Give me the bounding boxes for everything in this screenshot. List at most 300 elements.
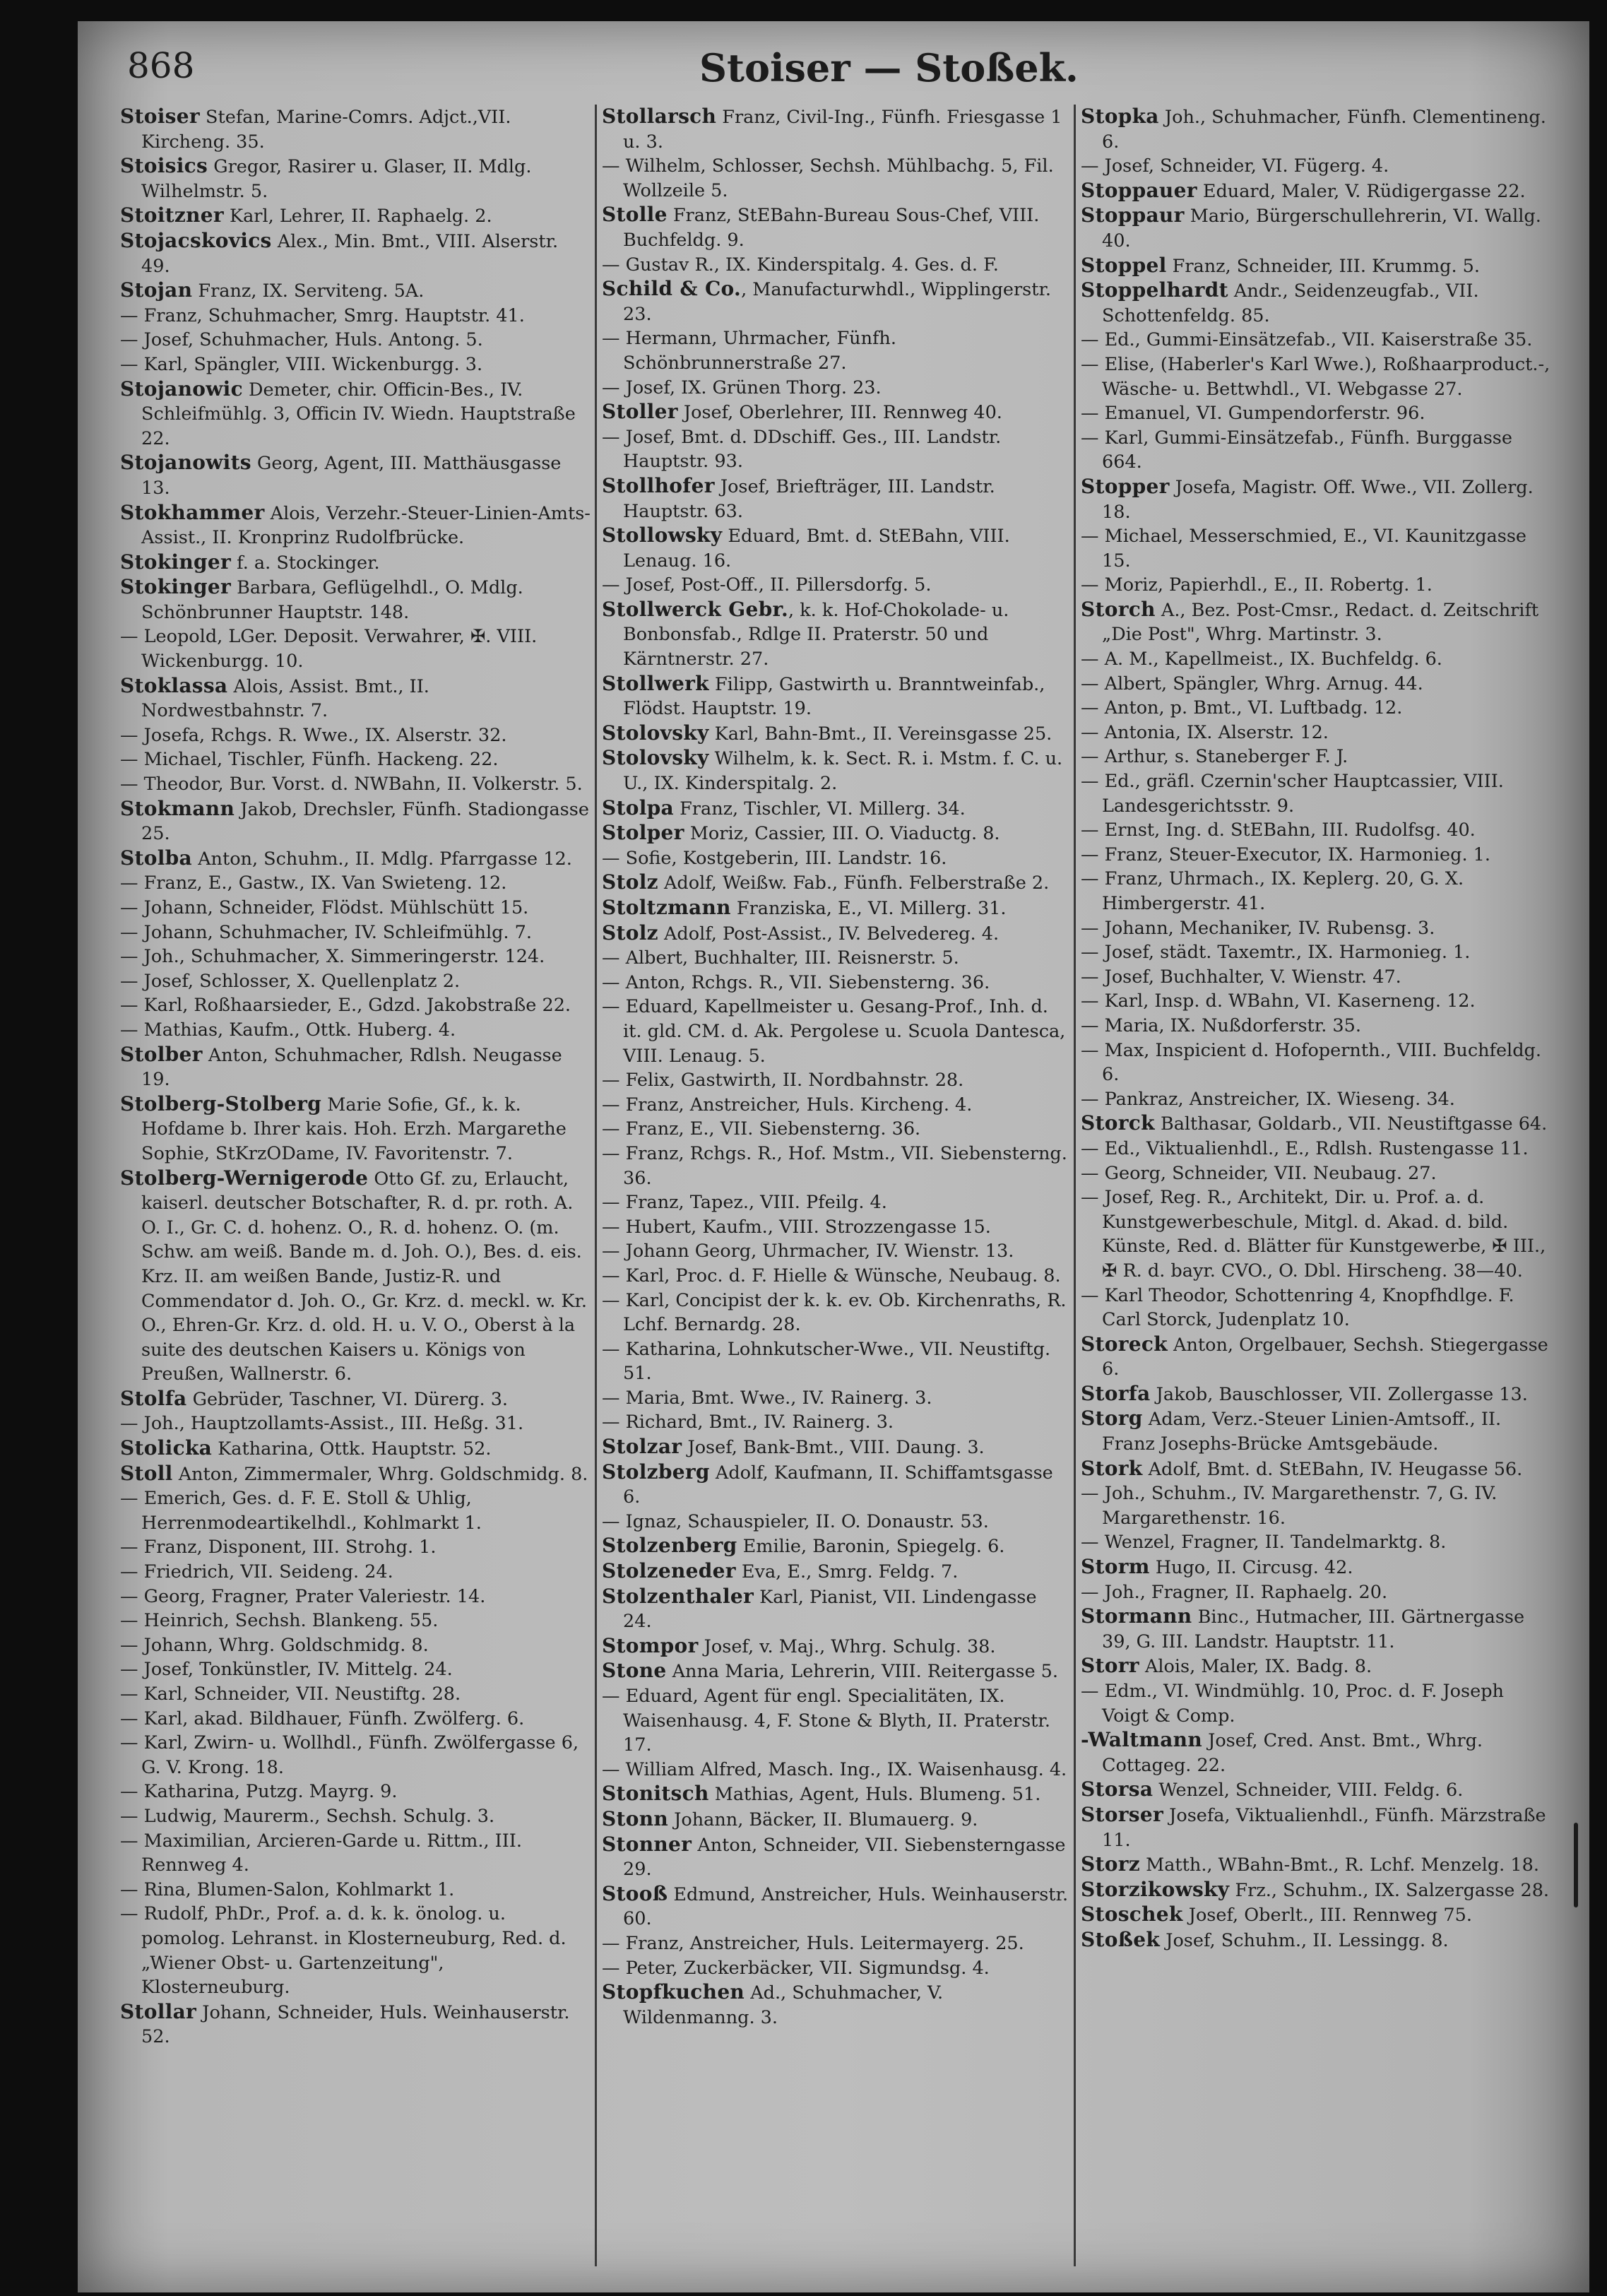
directory-entry bbox=[120, 1092, 592, 1166]
entry-details: Emilie, Baronin, Spiegelg. 6. bbox=[737, 1536, 1005, 1558]
entry-surname: Stolba bbox=[120, 846, 192, 870]
entry-details: Ad., Schuhmacher, V. Wildenmanng. 3. bbox=[623, 1982, 944, 2028]
entry-details: Anton, Schneider, VII. Siebensterngasse 29. bbox=[623, 1834, 1066, 1881]
entry-surname: Storzikowsky bbox=[1081, 1877, 1230, 1901]
entry-surname: Stolzeneder bbox=[602, 1559, 736, 1583]
entry-details: Josef, Schuhm., II. Lessingg. 8. bbox=[1160, 1929, 1449, 1951]
entry-surname: Stolle bbox=[602, 203, 668, 227]
entry-surname: Stoltzmann bbox=[602, 896, 731, 919]
entry-details: Alois, Maler, IX. Badg. 8. bbox=[1139, 1656, 1372, 1678]
entry-details: — Franz, Rchgs. R., Hof. Mstm., VII. Siebensterng. 36. bbox=[602, 1142, 1067, 1189]
entry-details: — Felix, Gastwirth, II. Nordbahnstr. 28. bbox=[602, 1070, 964, 1091]
entry-details: — Wenzel, Fragner, II. Tandelmarktg. 8. bbox=[1081, 1532, 1447, 1554]
entry-details: — Joh., Schuhm., IV. Margarethenstr. 7, G. IV. Margarethenstr. 16. bbox=[1081, 1483, 1498, 1529]
directory-entry bbox=[120, 1560, 592, 1585]
entry-surname: Stompor bbox=[602, 1633, 699, 1657]
entry-details: — Josef, Schneider, VI. Fügerg. 4. bbox=[1081, 155, 1389, 177]
column-divider bbox=[595, 105, 597, 2266]
entry-details: — Pankraz, Anstreicher, IX. Wieseng. 34. bbox=[1081, 1088, 1455, 1110]
directory-entry bbox=[602, 1782, 1071, 1807]
directory-entry bbox=[120, 1387, 592, 1412]
directory-entry bbox=[120, 203, 592, 229]
directory-entry bbox=[120, 1829, 592, 1878]
directory-entry bbox=[602, 474, 1071, 523]
entry-details: Adolf, Bmt. d. StEBahn, IV. Heugasse 56. bbox=[1142, 1458, 1523, 1480]
directory-entry bbox=[1081, 1728, 1554, 1777]
entry-surname: Stollowsky bbox=[602, 523, 723, 548]
entry-surname: Stoppelhardt bbox=[1081, 278, 1228, 302]
entry-details: Franz, StEBahn-Bureau Sous-Chef, VIII. Buchfeldg. 9. bbox=[623, 205, 1040, 251]
entry-surname: Storck bbox=[1081, 1111, 1155, 1135]
directory-entry bbox=[120, 328, 592, 353]
entry-surname: Stollwerck Gebr. bbox=[602, 597, 789, 621]
directory-entry bbox=[1081, 721, 1554, 745]
entry-details: — Maximilian, Arcieren-Garde u. Rittm., III. Rennweg 4. bbox=[120, 1830, 522, 1876]
entry-details: Gebrüder, Taschner, VI. Dürerg. 3. bbox=[186, 1388, 509, 1410]
entry-details: Demeter, chir. Officin-Bes., IV. Schleifmühlg. 3, Officin IV. Wiedn. Hauptstraße 22. bbox=[141, 379, 576, 449]
directory-entry bbox=[120, 154, 592, 203]
entry-surname: Stollar bbox=[120, 1999, 197, 2023]
entry-details: Katharina, Ottk. Hauptstr. 52. bbox=[212, 1438, 492, 1460]
directory-entry bbox=[602, 1833, 1071, 1882]
directory-entry bbox=[120, 1166, 592, 1387]
entry-details: — Ignaz, Schauspieler, II. O. Donaustr. 53. bbox=[602, 1510, 989, 1532]
entry-surname: Stonner bbox=[602, 1832, 692, 1856]
directory-entry bbox=[1081, 1137, 1554, 1161]
entry-surname: Stork bbox=[1081, 1456, 1143, 1480]
directory-entry bbox=[602, 1337, 1071, 1386]
entry-details: Mathias, Agent, Huls. Blumeng. 51. bbox=[708, 1784, 1041, 1806]
entry-details: — Elise, (Haberler's Karl Wwe.), Roßhaarproduct.-, Wäsche- u. Bettwhdl., VI. Webgasse 27. bbox=[1081, 353, 1550, 400]
directory-entry bbox=[120, 674, 592, 723]
entry-details: — A. M., Kapellmeist., IX. Buchfeldg. 6. bbox=[1081, 649, 1442, 670]
entry-surname: Stoppaur bbox=[1081, 203, 1185, 227]
entry-details: Joh., Schuhmacher, Fünfh. Clementineng. 6. bbox=[1102, 107, 1546, 153]
entry-surname: Stokinger bbox=[120, 550, 232, 574]
entry-details: Jakob, Drechsler, Fünfh. Stadiongasse 25. bbox=[141, 798, 589, 845]
entry-details: Franz, Civil-Ing., Fünfh. Friesgasse 1 u. 3. bbox=[623, 107, 1062, 153]
directory-entry bbox=[120, 1609, 592, 1633]
entry-details: — Wilhelm, Schlosser, Sechsh. Mühlbachg. 5, Fil. Wollzeile 5. bbox=[602, 155, 1054, 201]
directory-entry bbox=[1081, 105, 1554, 154]
directory-entry bbox=[120, 772, 592, 797]
entry-details: — Ed., Viktualienhdl., E., Rdlsh. Rustengasse 11. bbox=[1081, 1137, 1529, 1159]
entry-details: — Josef, Bmt. d. DDschiff. Ges., III. Landstr. Hauptstr. 93. bbox=[602, 426, 1002, 473]
directory-entry bbox=[602, 846, 1071, 871]
entry-details: , k. k. Hof-Chokolade- u. Bonbonsfab., Rdlge II. Praterstr. 50 und Kärntnerstr. 27. bbox=[623, 599, 1009, 670]
directory-entry bbox=[602, 1215, 1071, 1240]
directory-entry bbox=[120, 1780, 592, 1804]
entry-details: Anna Maria, Lehrerin, VIII. Reitergasse 5. bbox=[666, 1661, 1059, 1683]
directory-entry bbox=[602, 1534, 1071, 1559]
entry-details: — Franz, Anstreicher, Huls. Leitermayerg. 25. bbox=[602, 1932, 1024, 1954]
directory-entry bbox=[1081, 1382, 1554, 1407]
entry-surname: Stoller bbox=[602, 400, 678, 424]
entry-surname: Stoll bbox=[120, 1461, 173, 1485]
directory-entry bbox=[602, 946, 1071, 971]
entry-details: Johann, Schneider, Huls. Weinhauserstr. 52. bbox=[141, 2001, 570, 2048]
entry-details: — Franz, Schuhmacher, Smrg. Hauptstr. 41. bbox=[120, 304, 525, 326]
entry-details: — Anton, p. Bmt., VI. Luftbadg. 12. bbox=[1081, 697, 1403, 719]
directory-entry bbox=[1081, 1111, 1554, 1137]
directory-entry bbox=[120, 1462, 592, 1487]
directory-entry bbox=[602, 896, 1071, 921]
directory-entry bbox=[120, 1878, 592, 1903]
entry-details: — Karl, Proc. d. F. Hielle & Wünsche, Neubaug. 8. bbox=[602, 1265, 1061, 1286]
entry-details: — Georg, Fragner, Prater Valeriestr. 14. bbox=[120, 1585, 486, 1607]
directory-entry bbox=[1081, 1530, 1554, 1555]
directory-entry bbox=[120, 1682, 592, 1707]
entry-surname: Stolz bbox=[602, 921, 658, 945]
entry-details: — Albert, Buchhalter, III. Reisnerstr. 5. bbox=[602, 947, 959, 969]
entry-details: Josef, Oberlehrer, III. Rennweg 40. bbox=[677, 402, 1002, 424]
entry-details: — Rudolf, PhDr., Prof. a. d. k. k. önolog. u. pomolog. Lehranst. in Klosterneuburg, Red. d. „Wiener Obst- u. Gartenzeitung", Klosterneuburg. bbox=[120, 1903, 567, 1999]
entry-details: — Maria, Bmt. Wwe., IV. Rainerg. 3. bbox=[602, 1387, 932, 1409]
entry-details: Georg, Agent, III. Matthäusgasse 13. bbox=[141, 453, 562, 499]
entry-surname: Stolzberg bbox=[602, 1460, 710, 1484]
entry-details: — Franz, Tapez., VIII. Pfeilg. 4. bbox=[602, 1192, 887, 1214]
entry-surname: Storz bbox=[1081, 1852, 1140, 1876]
entry-details: — Karl, Zwirn- u. Wollhdl., Fünfh. Zwölfergasse 6, G. V. Krong. 18. bbox=[120, 1732, 579, 1778]
entry-details: — William Alfred, Masch. Ing., IX. Waisenhausg. 4. bbox=[602, 1758, 1067, 1780]
entry-details: Alois, Verzehr.-Steuer-Linien-Amts-Assist., II. Kronprinz Rudolfbrücke. bbox=[141, 502, 591, 549]
directory-entry bbox=[602, 1264, 1071, 1289]
entry-surname: Stolpa bbox=[602, 795, 674, 819]
entry-surname: Stonitsch bbox=[602, 1782, 709, 1806]
directory-entry bbox=[602, 1435, 1071, 1460]
entry-details: — Josef, Schuhmacher, Huls. Antong. 5. bbox=[120, 329, 483, 351]
entry-surname: Stoppauer bbox=[1081, 178, 1197, 202]
directory-entry bbox=[1081, 328, 1554, 353]
entry-details: — Emanuel, VI. Gumpendorferstr. 96. bbox=[1081, 403, 1425, 425]
entry-details: — Rina, Blumen-Salon, Kohlmarkt 1. bbox=[120, 1878, 455, 1900]
directory-entry bbox=[602, 1585, 1071, 1634]
page-edge-mark bbox=[1574, 1823, 1578, 1907]
directory-entry bbox=[120, 945, 592, 969]
directory-entry bbox=[120, 871, 592, 896]
directory-entry bbox=[1081, 989, 1554, 1014]
entry-details: Eduard, Maler, V. Rüdigergasse 22. bbox=[1197, 180, 1526, 202]
directory-entry bbox=[120, 1804, 592, 1829]
entry-details: Josefa, Magistr. Off. Wwe., VII. Zollerg. 18. bbox=[1102, 476, 1534, 523]
entry-details: — Josef, Tonkünstler, IV. Mittelg. 24. bbox=[120, 1659, 453, 1681]
entry-details: — Heinrich, Sechsh. Blankeng. 55. bbox=[120, 1610, 439, 1632]
column-divider bbox=[1074, 105, 1076, 2266]
entry-details: Filipp, Gastwirth u. Branntweinfab., Flödst. Hauptstr. 19. bbox=[623, 673, 1045, 720]
entry-surname: Stollarsch bbox=[602, 105, 717, 128]
entry-details: — Richard, Bmt., IV. Rainerg. 3. bbox=[602, 1412, 894, 1433]
directory-entry bbox=[602, 995, 1071, 1068]
directory-entry bbox=[602, 921, 1071, 947]
entry-details: — Franz, Uhrmach., IX. Keplerg. 20, G. X. Himbergerstr. 41. bbox=[1081, 868, 1464, 914]
entry-surname: Stolberg-Wernigerode bbox=[120, 1166, 369, 1190]
directory-entry bbox=[602, 277, 1071, 326]
entry-surname: Stojanowits bbox=[120, 451, 251, 475]
entry-details: Balthasar, Goldarb., VII. Neustiftgasse 64. bbox=[1154, 1113, 1548, 1135]
directory-entry bbox=[602, 598, 1071, 672]
directory-entry bbox=[120, 304, 592, 329]
entry-details: — Johann, Schneider, Flödst. Mühlschütt 15. bbox=[120, 897, 529, 918]
entry-details: — Theodor, Bur. Vorst. d. NWBahn, II. Volkerstr. 5. bbox=[120, 774, 583, 795]
entry-details: — Eduard, Kapellmeister u. Gesang-Prof., Inh. d. it. gld. CM. d. Ak. Pergolese u. Scuola Dantesca, VIII. Lenaug. 5. bbox=[602, 996, 1066, 1067]
entry-surname: Stolberg-Stolberg bbox=[120, 1091, 322, 1116]
directory-entry bbox=[1081, 401, 1554, 426]
directory-entry bbox=[120, 550, 592, 576]
directory-entry bbox=[120, 278, 592, 304]
directory-entry bbox=[1081, 179, 1554, 204]
directory-entry bbox=[120, 969, 592, 994]
entry-details: Stefan, Marine-Comrs. Adjct.,VII. Kircheng. 35. bbox=[141, 107, 511, 153]
entry-surname: Storg bbox=[1081, 1407, 1143, 1431]
entry-details: — Katharina, Putzg. Mayrg. 9. bbox=[120, 1781, 398, 1803]
directory-entry bbox=[120, 353, 592, 377]
directory-entry bbox=[1081, 254, 1554, 279]
entry-details: Josef, Briefträger, III. Landstr. Hauptstr. 63. bbox=[623, 475, 995, 522]
directory-entry bbox=[602, 821, 1071, 846]
entry-details: Johann, Bäcker, II. Blumauerg. 9. bbox=[668, 1809, 978, 1830]
entry-details: — Karl, Gummi-Einsätzefab., Fünfh. Burggasse 664. bbox=[1081, 427, 1512, 473]
directory-entry bbox=[120, 797, 592, 846]
directory-entry bbox=[1081, 1654, 1554, 1679]
entry-surname: Stoppel bbox=[1081, 253, 1167, 277]
entry-surname: Stolzenthaler bbox=[602, 1584, 754, 1608]
directory-entry bbox=[1081, 672, 1554, 697]
directory-entry bbox=[602, 1634, 1071, 1659]
entry-details: Frz., Schuhm., IX. Salzergasse 28. bbox=[1229, 1879, 1550, 1901]
entry-details: — Joh., Hauptzollamts-Assist., III. Heßg. 31. bbox=[120, 1413, 524, 1435]
directory-entry bbox=[1081, 696, 1554, 721]
entry-details: Edmund, Anstreicher, Huls. Weinhauserstr. 60. bbox=[623, 1883, 1069, 1930]
directory-entry bbox=[602, 971, 1071, 995]
entry-details: Adolf, Weißw. Fab., Fünfh. Felberstraße 2. bbox=[658, 872, 1050, 894]
directory-entry bbox=[602, 672, 1071, 721]
entry-surname: Stolovsky bbox=[602, 746, 709, 770]
entry-details: f. a. Stockinger. bbox=[231, 552, 380, 574]
entry-details: — Johann, Schuhmacher, IV. Schleifmühlg. 7. bbox=[120, 921, 532, 943]
entry-details: Anton, Zimmermaler, Whrg. Goldschmidg. 8. bbox=[172, 1463, 588, 1485]
directory-entry bbox=[1081, 1014, 1554, 1038]
directory-entry bbox=[602, 1684, 1071, 1758]
directory-entry bbox=[120, 1436, 592, 1462]
entry-surname: Stone bbox=[602, 1659, 667, 1683]
directory-entry bbox=[1081, 1555, 1554, 1580]
directory-entry bbox=[1081, 154, 1554, 179]
directory-entry bbox=[1081, 1087, 1554, 1112]
entry-details: Marie Sofie, Gf., k. k. Hofdame b. Ihrer kais. Hoh. Erzh. Margarethe Sophie, StKrzODame, IV. Favoritenstr. 7. bbox=[141, 1094, 567, 1164]
entry-surname: Schild & Co. bbox=[602, 277, 742, 301]
directory-entry bbox=[1081, 426, 1554, 475]
entry-surname: Stoisics bbox=[120, 154, 208, 178]
directory-entry bbox=[1081, 940, 1554, 965]
entry-details: — Georg, Schneider, VII. Neubaug. 27. bbox=[1081, 1162, 1437, 1184]
directory-entry bbox=[602, 105, 1071, 154]
directory-entry bbox=[1081, 647, 1554, 672]
directory-entry bbox=[120, 1731, 592, 1780]
entry-surname: Stolber bbox=[120, 1042, 203, 1066]
entry-surname: Stojan bbox=[120, 278, 193, 302]
directory-entry bbox=[120, 451, 592, 500]
entry-surname: Storfa bbox=[1081, 1381, 1151, 1405]
entry-surname: Storr bbox=[1081, 1654, 1139, 1678]
directory-entry bbox=[602, 203, 1071, 252]
entry-details: Moriz, Cassier, III. O. Viaductg. 8. bbox=[684, 823, 1000, 845]
directory-entry bbox=[602, 326, 1071, 375]
entry-details: Franz, Schneider, III. Krummg. 5. bbox=[1166, 255, 1480, 277]
entry-details: Binc., Hutmacher, III. Gärtnergasse 39, G. III. Landstr. Hauptstr. 11. bbox=[1102, 1606, 1525, 1652]
entry-details: Adolf, Kaufmann, II. Schiffamtsgasse 6. bbox=[623, 1462, 1053, 1508]
entry-surname: Stopfkuchen bbox=[602, 1980, 745, 2004]
entry-details: — Edm., VI. Windmühlg. 10, Proc. d. F. Joseph Voigt & Comp. bbox=[1081, 1681, 1504, 1727]
entry-details: — Eduard, Agent für engl. Specialitäten, IX. Waisenhausg. 4, F. Stone & Blyth, II. Praterstr. 17. bbox=[602, 1686, 1050, 1756]
entry-surname: Stoßek bbox=[1081, 1927, 1161, 1951]
directory-entry bbox=[1081, 1185, 1554, 1283]
directory-entry bbox=[602, 1142, 1071, 1190]
entry-details: — Friedrich, VII. Seideng. 24. bbox=[120, 1561, 393, 1583]
entry-details: Hugo, II. Circusg. 42. bbox=[1149, 1557, 1353, 1579]
directory-entry bbox=[1081, 573, 1554, 598]
entry-details: Gregor, Rasirer u. Glaser, II. Mdlg. Wilhelmstr. 5. bbox=[141, 156, 532, 202]
entry-details: Josef, Bank-Bmt., VIII. Daung. 3. bbox=[682, 1437, 985, 1459]
entry-surname: Stonn bbox=[602, 1806, 669, 1830]
entry-details: — Johann, Mechaniker, IV. Rubensg. 3. bbox=[1081, 917, 1435, 939]
entry-details: Josefa, Viktualienhdl., Fünfh. Märzstraße 11. bbox=[1102, 1804, 1546, 1851]
directory-entry bbox=[120, 1486, 592, 1535]
entry-details: Eduard, Bmt. d. StEBahn, VIII. Lenaug. 16. bbox=[623, 526, 1010, 572]
directory-page bbox=[78, 21, 1589, 2292]
entry-details: Franz, Tischler, VI. Millerg. 34. bbox=[674, 798, 966, 819]
entry-details: — Peter, Zuckerbäcker, VII. Sigmundsg. 4. bbox=[602, 1957, 990, 1979]
entry-details: — Michael, Tischler, Fünfh. Hackeng. 22. bbox=[120, 749, 499, 771]
directory-entry bbox=[1081, 1457, 1554, 1482]
entry-surname: Storser bbox=[1081, 1802, 1164, 1826]
entry-surname: Stojacskovics bbox=[120, 228, 272, 252]
directory-entry bbox=[120, 921, 592, 945]
entry-surname: Stoiser bbox=[120, 105, 200, 128]
entry-details: — Johann, Whrg. Goldschmidg. 8. bbox=[120, 1634, 429, 1656]
entry-details: — Josef, Schlosser, X. Quellenplatz 2. bbox=[120, 970, 461, 992]
directory-entry bbox=[1081, 1903, 1554, 1928]
directory-entry bbox=[1081, 598, 1554, 647]
directory-entry bbox=[1081, 916, 1554, 941]
directory-entry bbox=[1081, 1580, 1554, 1605]
entry-surname: Storm bbox=[1081, 1555, 1150, 1579]
entry-surname: Storch bbox=[1081, 597, 1156, 621]
directory-entry bbox=[120, 993, 592, 1018]
directory-entry bbox=[120, 1585, 592, 1609]
page-number: 868 bbox=[127, 45, 195, 86]
entry-surname: Storsa bbox=[1081, 1777, 1154, 1801]
entry-surname: Stopper bbox=[1081, 474, 1170, 498]
entry-details: — Joh., Schuhmacher, X. Simmeringerstr. 124. bbox=[120, 946, 545, 968]
entry-details: Jakob, Bauschlosser, VII. Zollergasse 13. bbox=[1150, 1383, 1528, 1405]
directory-entry bbox=[1081, 1777, 1554, 1803]
directory-entry bbox=[1081, 1878, 1554, 1903]
entry-details: — Karl, Spängler, VIII. Wickenburgg. 3. bbox=[120, 353, 483, 375]
directory-entry bbox=[602, 1190, 1071, 1215]
entry-details: — Maria, IX. Nußdorferstr. 35. bbox=[1081, 1014, 1361, 1036]
entry-details: — Franz, Anstreicher, Huls. Kircheng. 4. bbox=[602, 1094, 973, 1116]
entry-surname: Stopka bbox=[1081, 105, 1159, 128]
directory-entry bbox=[602, 1956, 1071, 1981]
directory-entry bbox=[602, 1460, 1071, 1510]
directory-entry bbox=[1081, 1679, 1554, 1728]
directory-entry bbox=[120, 377, 592, 451]
entry-details: — Johann Georg, Uhrmacher, IV. Wienstr. 13. bbox=[602, 1241, 1014, 1262]
entry-details: — Ed., Gummi-Einsätzefab., VII. Kaiserstraße 35. bbox=[1081, 329, 1533, 351]
directory-column-3 bbox=[1081, 105, 1554, 2266]
directory-entry bbox=[1081, 278, 1554, 328]
directory-entry bbox=[1081, 1803, 1554, 1852]
entry-details: Josef, Cred. Anst. Bmt., Whrg. Cottageg. 22. bbox=[1102, 1730, 1483, 1776]
directory-entry bbox=[602, 1807, 1071, 1833]
directory-entry bbox=[120, 723, 592, 748]
entry-surname: Stojanowic bbox=[120, 377, 243, 401]
entry-details: — Josef, städt. Taxemtr., IX. Harmonieg. 1. bbox=[1081, 942, 1471, 964]
directory-entry bbox=[1081, 353, 1554, 401]
directory-entry bbox=[602, 1289, 1071, 1337]
directory-entry bbox=[602, 425, 1071, 474]
directory-entry bbox=[120, 1707, 592, 1732]
entry-details: A., Bez. Post-Cmsr., Redact. d. Zeitschrift „Die Post", Whrg. Martinstr. 3. bbox=[1102, 599, 1539, 646]
entry-details: — Hermann, Uhrmacher, Fünfh. Schönbrunnerstraße 27. bbox=[602, 328, 896, 374]
directory-entry bbox=[1081, 1038, 1554, 1087]
entry-details: — Karl, Roßhaarsieder, E., Gdzd. Jakobstraße 22. bbox=[120, 995, 571, 1017]
entry-details: — Moriz, Papierhdl., E., II. Robertg. 1. bbox=[1081, 574, 1433, 596]
directory-entry bbox=[602, 253, 1071, 278]
entry-details: — Arthur, s. Staneberger F. J. bbox=[1081, 746, 1348, 768]
directory-entry bbox=[120, 896, 592, 921]
entry-details: — Katharina, Lohnkutscher-Wwe., VII. Neustiftg. 51. bbox=[602, 1338, 1051, 1385]
entry-details: — Karl, Insp. d. WBahn, VI. Kaserneng. 12. bbox=[1081, 990, 1476, 1012]
directory-entry bbox=[1081, 524, 1554, 573]
entry-surname: Stormann bbox=[1081, 1604, 1192, 1628]
entry-surname: Storeck bbox=[1081, 1332, 1168, 1356]
entry-details: Andr., Seidenzeugfab., VII. Schottenfeldg. 85. bbox=[1102, 280, 1479, 326]
directory-entry bbox=[1081, 1928, 1554, 1953]
directory-entry bbox=[1081, 1284, 1554, 1332]
entry-details: — Antonia, IX. Alserstr. 12. bbox=[1081, 721, 1329, 743]
entry-details: — Michael, Messerschmied, E., VI. Kaunitzgasse 15. bbox=[1081, 526, 1527, 572]
entry-details: — Josef, Buchhalter, V. Wienstr. 47. bbox=[1081, 966, 1401, 988]
directory-entry bbox=[1081, 203, 1554, 253]
directory-entry bbox=[1081, 475, 1554, 524]
entry-details: — Karl, Concipist der k. k. ev. Ob. Kirchenraths, R. Lchf. Bernardg. 28. bbox=[602, 1289, 1067, 1336]
entry-details: — Josef, IX. Grünen Thorg. 23. bbox=[602, 377, 882, 398]
directory-entry bbox=[120, 1657, 592, 1682]
entry-details: Eva, E., Smrg. Feldg. 7. bbox=[735, 1561, 959, 1583]
directory-entry bbox=[120, 1902, 592, 1999]
entry-surname: Stokinger bbox=[120, 575, 232, 599]
entry-details: Barbara, Geflügelhdl., O. Mdlg. Schönbrunner Hauptstr. 148. bbox=[141, 577, 523, 623]
entry-details: Anton, Schuhmacher, Rdlsh. Neugasse 19. bbox=[141, 1044, 562, 1091]
entry-details: — Josef, Post-Off., II. Pillersdorfg. 5. bbox=[602, 574, 932, 596]
directory-entry bbox=[120, 1535, 592, 1560]
directory-entry bbox=[1081, 867, 1554, 916]
entry-details: Adam, Verz.-Steuer Linien-Amtsoff., II. Franz Josephs-Brücke Amtsgebäude. bbox=[1102, 1409, 1502, 1455]
directory-entry bbox=[1081, 818, 1554, 843]
directory-entry bbox=[602, 573, 1071, 598]
directory-entry bbox=[602, 1410, 1071, 1435]
entry-surname: Stokhammer bbox=[120, 500, 265, 524]
entry-details: — Ed., gräfl. Czernin'scher Hauptcassier, VIII. Landesgerichtsstr. 9. bbox=[1081, 771, 1504, 817]
directory-entry bbox=[602, 1931, 1071, 1956]
directory-entry bbox=[120, 625, 592, 673]
entry-details: Alois, Assist. Bmt., II. Nordwestbahnstr. 7. bbox=[141, 675, 429, 722]
directory-entry bbox=[1081, 1407, 1554, 1456]
directory-entry bbox=[1081, 843, 1554, 868]
entry-surname: Stoklassa bbox=[120, 673, 228, 697]
directory-entry bbox=[602, 1510, 1071, 1534]
